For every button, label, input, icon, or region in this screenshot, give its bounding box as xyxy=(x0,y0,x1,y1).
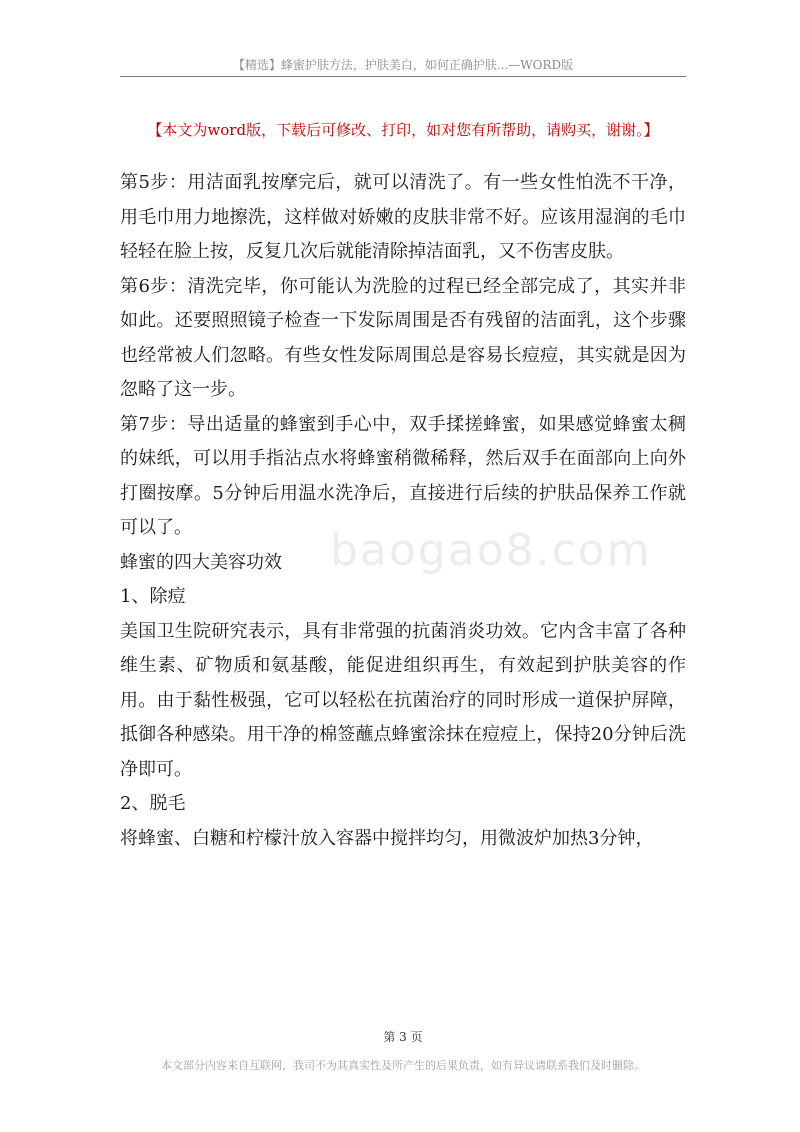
header-divider xyxy=(120,76,686,77)
paragraph-step-5: 第5步：用洁面乳按摩完后，就可以清洗了。有一些女性怕洗不干净，用毛巾用力地擦洗，这样做对娇嫩的皮肤非常不好。应该用湿润的毛巾轻轻在脸上按，反复几次后就能清除掉洁面乳，又不伤害皮肤。 xyxy=(120,172,686,262)
footer-disclaimer: 本文部分内容来自互联网，我司不为其真实性及所产生的后果负责，如有异议请联系我们及时删除。 xyxy=(161,1059,645,1072)
subheading-hair-removal: 2、脱毛 xyxy=(120,793,186,814)
page-header: 【精选】蜂蜜护肤方法，护肤美白，如何正确护肤...—WORD版 xyxy=(232,58,574,72)
document-body xyxy=(120,166,686,856)
paragraph-hair-removal: 将蜂蜜、白糖和柠檬汁放入容器中搅拌均匀，用微波炉加热3分钟， xyxy=(120,827,654,849)
paragraph-acne: 美国卫生院研究表示，具有非常强的抗菌消炎功效。它内含丰富了各种维生素、矿物质和氨基酸，能促进组织再生，有效起到护肤美容的作用。由于黏性极强，它可以轻松在抗菌治疗的同时形成一道保护屏障，抵御各种感染。用干净的棉签蘸点蜂蜜涂抹在痘痘上，保持20分钟后洗净即可。 xyxy=(120,620,686,780)
paragraph-step-6: 第6步：清洗完毕，你可能认为洗脸的过程已经全部完成了，其实并非如此。还要照照镜子检查一下发际周围是否有残留的洁面乳，这个步骤也经常被人们忽略。有些女性发际周围总是容易长痘痘，其实就是因为忽略了这一步。 xyxy=(120,275,686,400)
subheading-acne: 1、除痘 xyxy=(120,586,186,607)
paragraph-step-7: 第7步：导出适量的蜂蜜到手心中，双手揉搓蜂蜜，如果感觉蜂蜜太稠的妹纸，可以用手指沾点水将蜂蜜稍微稀释，然后双手在面部向上向外打圈按摩。5分钟后用温水洗净后，直接进行后续的护肤品保养工作就可以了。 xyxy=(120,413,686,538)
download-notice: 【本文为word版，下载后可修改、打印，如对您有所帮助，请购买，谢谢。】 xyxy=(147,121,659,139)
page-number: 第 3 页 xyxy=(383,1030,423,1044)
watermark: baogao8.com xyxy=(330,525,652,576)
section-heading: 蜂蜜的四大美容功效 xyxy=(120,551,282,573)
